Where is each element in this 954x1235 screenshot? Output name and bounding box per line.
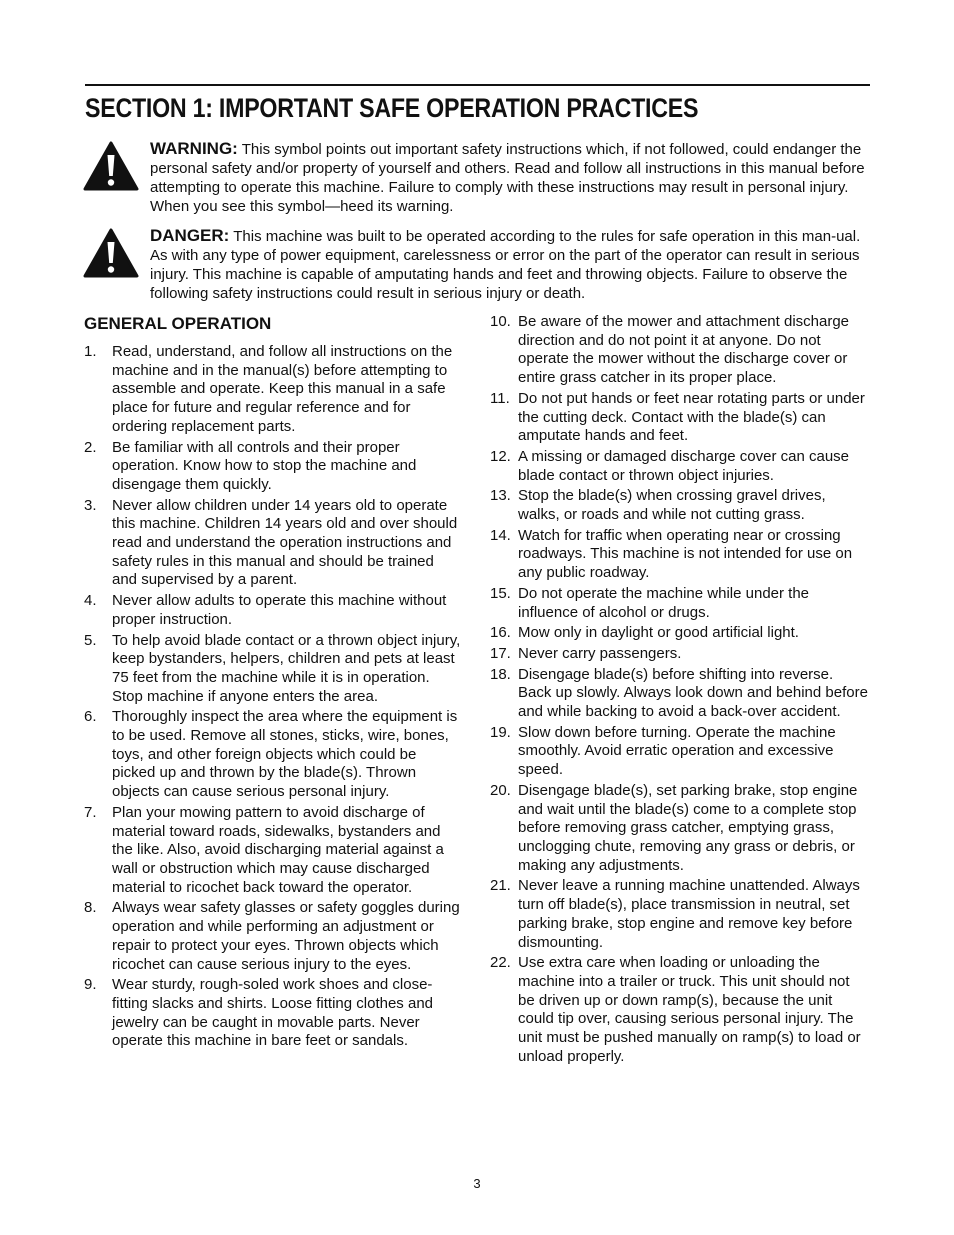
list-item (490, 666, 870, 722)
item-number: 4. (84, 592, 97, 610)
item-text: Be familiar with all controls and their proper operation. Know how to stop the machine and disengage them quickly. (112, 438, 417, 493)
item-number: 13. (490, 487, 511, 505)
header-rule (85, 84, 870, 86)
general-operation-heading: GENERAL OPERATION (84, 314, 272, 333)
item-number: 2. (84, 438, 97, 456)
list-item (84, 343, 462, 437)
item-text: Be aware of the mower and attachment discharge direction and do not point it at anyone. Do not operate the mower without the discharge cover or entire grass catcher in its proper place. (518, 313, 850, 387)
item-number: 11. (490, 389, 510, 407)
list-item (490, 782, 870, 876)
danger-notice (83, 226, 873, 306)
item-text: A missing or damaged discharge cover can cause blade contact or thrown object injuries. (518, 447, 850, 484)
item-number: 19. (490, 723, 511, 741)
item-text: Disengage blade(s) before shifting into reverse. Back up slowly. Always look down and behind before and while backing to avoid a back-over accident. (518, 665, 868, 721)
item-number: 16. (490, 624, 511, 642)
page-number: 3 (473, 1176, 481, 1191)
item-number: 22. (490, 954, 511, 972)
item-number: 10. (490, 313, 511, 330)
list-item (84, 976, 462, 1051)
list-item (490, 877, 870, 952)
item-text: Watch for traffic when operating near or crossing roadways. This machine is not intended for use on any public roadway. (518, 526, 853, 582)
item-text: Never carry passengers. (518, 644, 682, 662)
item-text: Slow down before turning. Operate the machine smoothly. Avoid erratic operation and excessive speed. (518, 723, 836, 779)
danger-text: This machine was built to be operated according to the rules for safe operation in this man-ual. As with any type of power equipment, carelessness or error on the part of the operator can result in serious injury. This machine is capable of amputating hands and feet and throwing objects. Failure to observe the following safety instructions could result in serious injury or death. (150, 228, 861, 302)
instruction-list-left (84, 343, 462, 1053)
danger-text-block (150, 226, 872, 303)
item-number: 18. (490, 665, 511, 683)
item-text: Read, understand, and follow all instructions on the machine and in the manual(s) before attempting to assemble and operate. Keep this manual in a safe place for future and regular reference and for ordering replacement parts. (112, 343, 453, 435)
danger-label: DANGER: (150, 226, 230, 245)
item-text: To help avoid blade contact or a thrown object injury, keep bystanders, helpers, children and pets at least 75 feet from the machine while it is in operation. Stop machine if anyone enters the area. (112, 631, 461, 705)
item-text: Mow only in daylight or good artificial light. (518, 624, 799, 642)
list-item (490, 527, 870, 583)
list-item (490, 724, 870, 780)
item-number: 9. (84, 976, 97, 994)
list-item (84, 632, 462, 707)
item-number: 8. (84, 899, 97, 917)
item-number: 7. (84, 803, 97, 821)
list-item (84, 899, 462, 974)
list-item (490, 390, 870, 446)
item-text: Always wear safety glasses or safety goggles during operation and while performing an adjustment or repair to protect your eyes. Thrown objects which ricochet can cause serious injury to the eyes. (112, 899, 460, 973)
warning-text-block (150, 139, 872, 216)
item-text: Plan your mowing pattern to avoid discharge of material toward roads, sidewalks, bystanders and the like. Also, avoid discharging material against a wall or obstruction which may cause discharged material to ricochet back toward the operator. (112, 803, 444, 896)
list-item (490, 448, 870, 485)
list-item (84, 592, 462, 629)
list-item (490, 645, 870, 664)
list-item (490, 313, 870, 388)
section-title: SECTION 1: IMPORTANT SAFE OPERATION PRACTICES (85, 93, 699, 123)
list-item (490, 487, 870, 524)
list-item (84, 439, 462, 495)
item-number: 14. (490, 526, 511, 544)
list-item (84, 497, 462, 591)
item-text: Never leave a running machine unattended. Always turn off blade(s), place transmission in neutral, set parking brake, stop engine and remove key before dismounting. (518, 877, 860, 951)
item-number: 1. (84, 343, 97, 360)
list-item (490, 954, 870, 1066)
instruction-list-right (490, 313, 870, 1068)
warning-label: WARNING: (150, 139, 238, 158)
warning-notice (83, 139, 873, 219)
warning-text: This symbol points out important safety instructions which, if not followed, could endanger the personal safety and/or property of yourself and others. Read and follow all instructions in this manual before attempting to operate this machine. Failure to comply with these instructions may result in personal injury. When you see this symbol—heed its warning. (150, 141, 865, 215)
item-number: 5. (84, 631, 97, 649)
list-item (84, 708, 462, 802)
item-number: 15. (490, 584, 511, 602)
item-text: Never allow children under 14 years old to operate this machine. Children 14 years old and over should read and understand the operation instructions and safety rules in this manual and should be trained and supervised by a parent. (112, 496, 458, 589)
list-item (490, 585, 870, 622)
list-item (84, 804, 462, 898)
item-text: Use extra care when loading or unloading the machine into a trailer or truck. This unit should not be driven up or down ramp(s), because the unit could tip over, causing serious personal injury. The unit must be pushed manually on ramp(s) to load or unload properly. (518, 954, 861, 1065)
item-text: Thoroughly inspect the area where the equipment is to be used. Remove all stones, sticks, wire, bones, toys, and other foreign objects which could be picked up and thrown by the blade(s). Thrown objects can cause serious personal injury. (112, 708, 458, 801)
item-text: Disengage blade(s), set parking brake, stop engine and wait until the blade(s) come to a complete stop before removing grass catcher, emptying grass, unclogging chute, removing any grass or debris, or making any adjustments. (518, 781, 858, 874)
item-text: Stop the blade(s) when crossing gravel drives, walks, or roads and while not cutting grass. (518, 487, 826, 524)
item-number: 20. (490, 781, 511, 799)
item-text: Do not put hands or feet near rotating parts or under the cutting deck. Contact with the blade(s) can amputate hands and feet. (518, 389, 865, 445)
item-text: Never allow adults to operate this machine without proper instruction. (112, 592, 447, 628)
item-number: 12. (490, 447, 511, 465)
danger-triangle-icon (83, 228, 139, 278)
list-item (490, 624, 870, 643)
item-number: 21. (490, 877, 511, 895)
item-text: Wear sturdy, rough-soled work shoes and close-fitting slacks and shirts. Loose fitting clothes and jewelry can be caught in movable parts. Never operate this machine in bare feet or sandals. (112, 976, 434, 1050)
item-number: 6. (84, 708, 97, 726)
item-number: 3. (84, 496, 97, 514)
warning-triangle-icon (83, 141, 139, 191)
item-text: Do not operate the machine while under the influence of alcohol or drugs. (518, 584, 810, 621)
item-number: 17. (490, 644, 511, 662)
